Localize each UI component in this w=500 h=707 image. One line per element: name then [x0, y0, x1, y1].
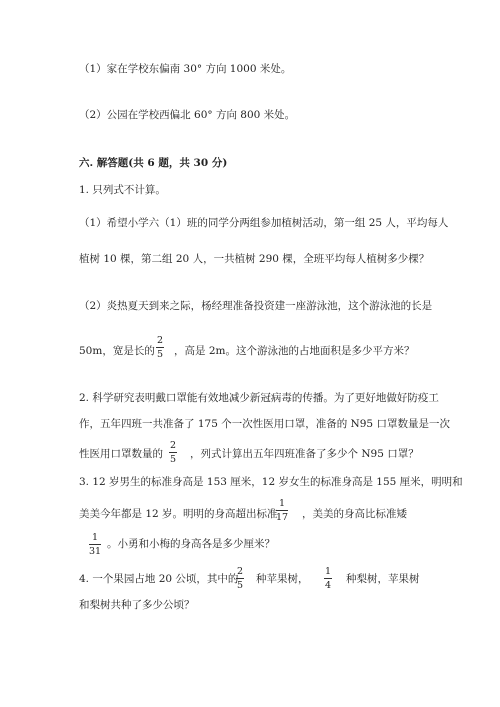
- fraction-bar: [236, 578, 244, 579]
- fraction-numerator: 1: [92, 532, 99, 543]
- q2-line3-post: ，列式计算出五年四班准备了多少个 N95 口罩？: [190, 448, 419, 460]
- q1b-line2-pre: 50m，宽是长的: [79, 345, 155, 357]
- q3-line2-post: ，美美的身高比标准矮: [302, 508, 407, 520]
- fraction-bar: [89, 544, 101, 545]
- fraction-numerator: 2: [236, 566, 244, 577]
- fraction-numerator: 1: [279, 498, 286, 509]
- q1a-line2: 植树 10 棵，第二组 20 人，一共植树 290 棵，全班平均每人植树多少棵？: [79, 253, 430, 265]
- fraction-bar: [169, 452, 177, 453]
- q4-fraction-1: [236, 566, 244, 591]
- q4-fraction-2: [324, 566, 332, 591]
- fraction-denominator: 31: [89, 546, 102, 557]
- q1a-line1: （1）希望小学六（1）班的同学分两组参加植树活动，第一组 25 人，平均每人: [79, 217, 449, 229]
- fraction-bar: [156, 347, 164, 348]
- q3-fraction-2: [89, 532, 101, 557]
- fraction-denominator: 5: [236, 580, 244, 591]
- fraction-numerator: 2: [156, 335, 164, 346]
- fraction-numerator: 2: [169, 440, 177, 451]
- q3-fraction-1: [276, 498, 288, 523]
- q2-fraction: [169, 440, 177, 465]
- prev-item-2: （2）公园在学校西偏北 60° 方向 800 米处。: [79, 109, 296, 121]
- q4-line1-post: 种梨树，苹果树: [346, 573, 420, 585]
- fraction-denominator: 17: [276, 512, 289, 523]
- prev-item-1: （1）家在学校东偏南 30° 方向 1000 米处。: [79, 63, 292, 75]
- q3-line2-pre: 美美今年都是 12 岁。明明的身高超出标准: [79, 508, 278, 520]
- q2-line1: 2. 科学研究表明戴口罩能有效地减少新冠病毒的传播。为了更好地做好防疫工: [79, 392, 439, 404]
- q2-line3-pre: 性医用口罩数量的: [79, 448, 163, 460]
- fraction-numerator: 1: [324, 566, 332, 577]
- q3-line1: 3. 12 岁男生的标准身高是 153 厘米，12 岁女生的标准身高是 155 厘米，明明和: [79, 476, 463, 488]
- q1b-line1: （2）炎热夏天到来之际，杨经理准备投资建一座游泳池，这个游泳池的长是: [79, 300, 433, 312]
- q4-line2: 和梨树共种了多少公顷？: [79, 599, 195, 611]
- fraction-bar: [324, 578, 332, 579]
- q1b-fraction: [156, 335, 164, 360]
- q4-line1-pre: 4. 一个果园占地 20 公顷，其中的: [79, 573, 239, 585]
- fraction-denominator: 5: [169, 454, 177, 465]
- section-heading: 六. 解答题(共 6 题，共 30 分): [79, 157, 228, 169]
- fraction-denominator: 5: [156, 349, 164, 360]
- fraction-bar: [276, 510, 288, 511]
- q4-line1-mid: 种苹果树，: [256, 573, 309, 585]
- q3-line3: 。小勇和小梅的身高各是多少厘米？: [107, 538, 275, 550]
- q1b-line2-post: ，高是 2m。这个游泳池的占地面积是多少平方米？: [174, 345, 415, 357]
- q2-line2: 作，五年四班一共准备了 175 个一次性医用口罩，准备的 N95 口罩数量是一次: [79, 418, 450, 430]
- fraction-denominator: 4: [324, 580, 332, 591]
- q1-title: 1. 只列式不计算。: [79, 184, 166, 196]
